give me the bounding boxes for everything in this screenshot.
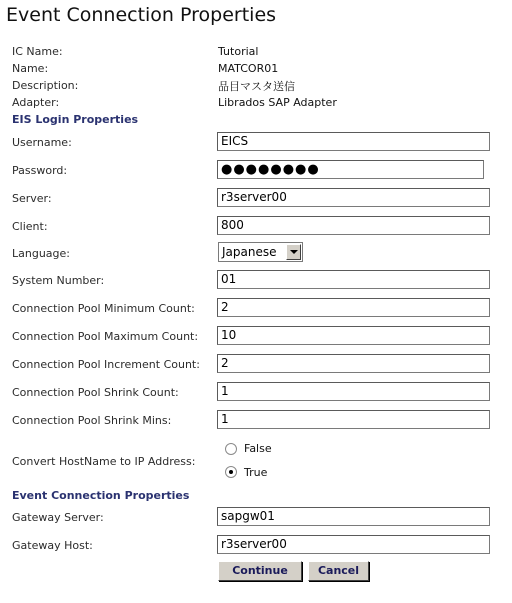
gateway-host-label: Gateway Host: bbox=[12, 539, 93, 552]
pool-max-label: Connection Pool Maximum Count: bbox=[12, 330, 199, 343]
adapter-value: Librados SAP Adapter bbox=[218, 96, 337, 109]
page-title: Event Connection Properties bbox=[6, 4, 277, 26]
pool-shrink-count-field[interactable]: 1 bbox=[217, 382, 490, 401]
password-label: Password: bbox=[12, 164, 68, 177]
server-field[interactable]: r3server00 bbox=[217, 188, 490, 207]
system-number-label: System Number: bbox=[12, 274, 105, 287]
convert-hostname-label: Convert HostName to IP Address: bbox=[12, 455, 196, 468]
username-label: Username: bbox=[12, 136, 72, 149]
pool-shrink-mins-label: Connection Pool Shrink Mins: bbox=[12, 414, 172, 427]
cancel-button[interactable]: Cancel bbox=[308, 561, 369, 581]
event-connection-heading: Event Connection Properties bbox=[12, 489, 190, 502]
gateway-host-field[interactable]: r3server00 bbox=[217, 535, 490, 554]
pool-max-field[interactable]: 10 bbox=[217, 326, 490, 345]
chevron-down-icon[interactable] bbox=[286, 244, 301, 260]
convert-false-label[interactable]: False bbox=[244, 442, 272, 455]
name-value: MATCOR01 bbox=[218, 62, 279, 75]
system-number-field[interactable]: 01 bbox=[217, 270, 490, 289]
pool-increment-label: Connection Pool Increment Count: bbox=[12, 358, 200, 371]
username-field[interactable]: EICS bbox=[217, 132, 490, 151]
continue-button[interactable]: Continue bbox=[218, 561, 302, 581]
pool-shrink-mins-field[interactable]: 1 bbox=[217, 410, 490, 429]
ic-name-label: IC Name: bbox=[12, 45, 63, 58]
pool-shrink-count-label: Connection Pool Shrink Count: bbox=[12, 386, 179, 399]
adapter-label: Adapter: bbox=[12, 96, 60, 109]
description-value: 品目マスタ送信 bbox=[218, 80, 295, 93]
gateway-server-label: Gateway Server: bbox=[12, 511, 104, 524]
convert-true-label[interactable]: True bbox=[244, 466, 268, 479]
language-select-value: Japanese bbox=[222, 245, 277, 259]
eis-login-heading: EIS Login Properties bbox=[12, 113, 139, 126]
name-label: Name: bbox=[12, 62, 49, 75]
pool-min-label: Connection Pool Minimum Count: bbox=[12, 302, 195, 315]
convert-true-radio[interactable] bbox=[225, 466, 237, 478]
server-label: Server: bbox=[12, 192, 52, 205]
description-label: Description: bbox=[12, 79, 79, 92]
language-label: Language: bbox=[12, 247, 70, 260]
language-select[interactable] bbox=[218, 242, 303, 262]
pool-increment-field[interactable]: 2 bbox=[217, 354, 490, 373]
password-field[interactable]: ●●●●●●●● bbox=[217, 160, 484, 179]
ic-name-value: Tutorial bbox=[218, 45, 259, 58]
client-field[interactable]: 800 bbox=[217, 216, 490, 235]
convert-false-radio[interactable] bbox=[225, 443, 237, 455]
client-label: Client: bbox=[12, 220, 48, 233]
gateway-server-field[interactable]: sapgw01 bbox=[217, 507, 490, 526]
pool-min-field[interactable]: 2 bbox=[217, 298, 490, 317]
